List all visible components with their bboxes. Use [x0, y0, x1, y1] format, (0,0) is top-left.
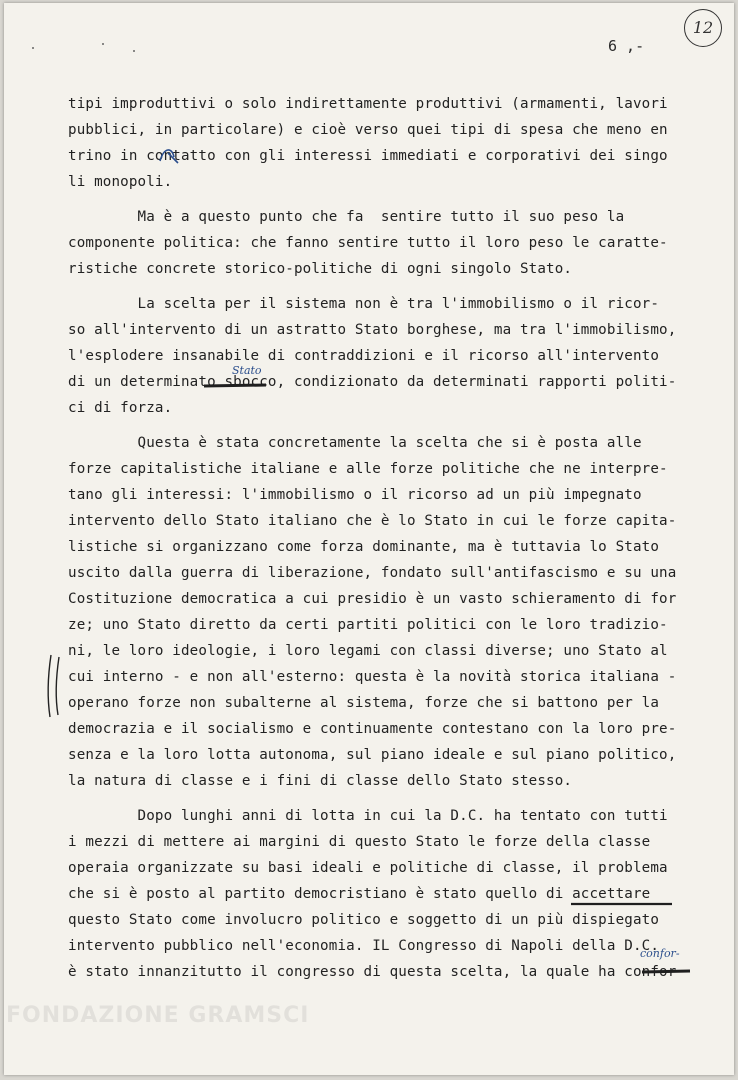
text-line: senza e la loro lotta autonoma, sul piano ideale e sul piano politico, [68, 747, 677, 763]
text-line: forze capitalistiche italiane e alle forze politiche che ne interpre- [68, 461, 668, 477]
text-line: uscito dalla guerra di liberazione, fondato sull'antifascismo e su una [68, 565, 677, 581]
text-line: l'esplodere insanabile di contraddizioni e il ricorso all'intervento [68, 348, 660, 364]
text-line: listiche si organizzano come forza dominante, ma è tuttavia lo Stato [68, 539, 660, 555]
text-line: li monopoli. [68, 174, 173, 190]
margin-vertical-marks [42, 653, 66, 719]
text-line: intervento dello Stato italiano che è lo Stato in cui le forze capita- [68, 513, 677, 529]
text-line: intervento pubblico nell'economia. IL Congresso di Napoli della D.C. [68, 938, 660, 954]
text-line: Costituzione democratica a cui presidio è un vasto schieramento di for [68, 591, 677, 607]
archive-watermark: FONDAZIONE GRAMSCI [6, 1003, 310, 1028]
document-page [4, 3, 734, 1075]
text-line: tipi improduttivi o solo indirettamente produttivi (armamenti, lavori [68, 96, 668, 112]
text-line: trino in contatto con gli interessi immediati e corporativi dei singo [68, 148, 668, 164]
text-line: ci di forza. [68, 400, 173, 416]
page-number: 6 ,- [608, 37, 645, 55]
text-line: ristiche concrete storico-politiche di ogni singolo Stato. [68, 261, 573, 277]
text-line: pubblici, in particolare) e cioè verso quei tipi di spesa che meno en [68, 122, 668, 138]
text-line: ni, le loro ideologie, i loro legami con classi diverse; uno Stato al [68, 643, 668, 659]
text-line: questo Stato come involucro politico e soggetto di un più dispiegato [68, 912, 660, 928]
text-line: so all'intervento di un astratto Stato borghese, ma tra l'immobilismo, [68, 322, 677, 338]
text-line: che si è posto al partito democristiano è stato quello di accettare [68, 886, 651, 902]
text-line: i mezzi di mettere ai margini di questo Stato le forze della classe [68, 834, 651, 850]
text-line: Ma è a questo punto che fa sentire tutto il suo peso la [68, 209, 625, 225]
text-line: Dopo lunghi anni di lotta in cui la D.C. ha tentato con tutti [68, 808, 668, 824]
text-line: ze; uno Stato diretto da certi partiti politici con le loro tradizio- [68, 617, 668, 633]
text-line: operano forze non subalterne al sistema, forze che si battono per la [68, 695, 660, 711]
handwritten-stato-correction: Stato [232, 364, 262, 377]
text-line: Questa è stata concretamente la scelta che si è posta alle [68, 435, 642, 451]
archive-number-stamp: 12 [684, 9, 722, 47]
text-line: è stato innanzitutto il congresso di questa scelta, la quale ha confor- [68, 964, 686, 980]
text-line: di un determinato sbocco, condizionato da determinati rapporti politi- [68, 374, 677, 390]
text-line: cui interno - e non all'esterno: questa è la novità storica italiana - [68, 669, 677, 685]
strikethrough-mark [640, 966, 694, 978]
text-line: operaia organizzate su basi ideali e politiche di classe, il problema [68, 860, 668, 876]
handwritten-confor-note: confor- [640, 947, 680, 960]
underline-accettare [570, 901, 674, 907]
text-line: tano gli interessi: l'immobilismo o il ricorso ad un più impegnato [68, 487, 642, 503]
text-line: La scelta per il sistema non è tra l'immobilismo o il ricor- [68, 296, 660, 312]
typed-text-body [4, 3, 734, 1075]
text-line: democrazia e il socialismo e continuamente contestano con la loro pre- [68, 721, 677, 737]
ink-correction-scribble [154, 143, 184, 169]
text-line: componente politica: che fanno sentire tutto il loro peso le caratte- [68, 235, 668, 251]
text-line: la natura di classe e i fini di classe dello Stato stesso. [68, 773, 573, 789]
strikethrough-mark [202, 380, 270, 392]
